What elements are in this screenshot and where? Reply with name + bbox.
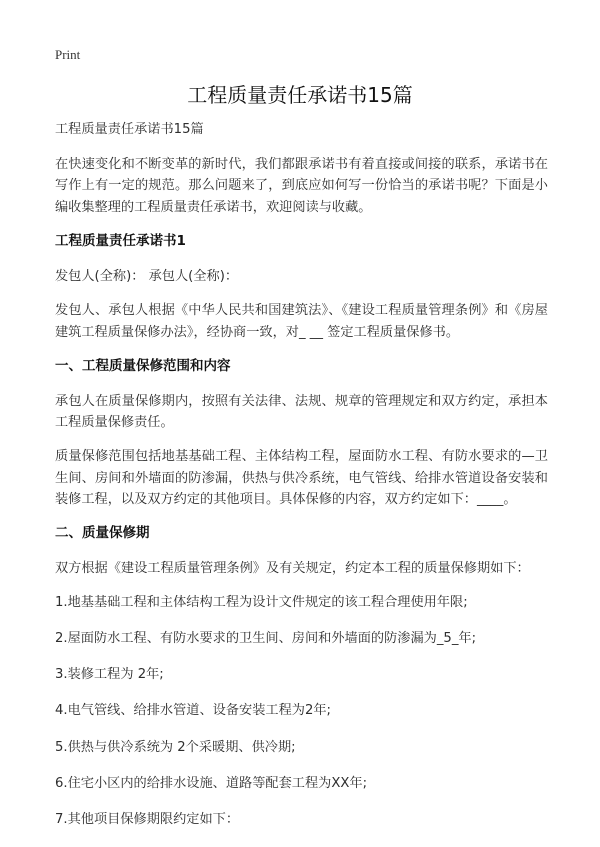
scope-paragraph-1: 承包人在质量保修期内，按照有关法律、法规、规章的管理规定和双方约定，承担本工程质量保修责任。 <box>55 393 548 430</box>
document-body <box>55 119 548 847</box>
section-heading-1: 工程质量责任承诺书1 <box>55 232 186 249</box>
agreement-paragraph: 发包人、承包人根据《中华人民共和国建筑法》、《建设工程质量管理条例》和《房屋建筑工程质量保修办法》，经协商一致，对_ __ 签定工程质量保修书。 <box>55 303 548 340</box>
list-item: 3.装修工程为 2年; <box>55 667 164 683</box>
scope-paragraph-2: 质量保修范围包括地基基础工程、主体结构工程，屋面防水工程、有防水要求的—卫生间、房间和外墙面的防渗漏，供热与供冷系统，电气管线、给排水管道设备安装和装修工程，以及双方约定的其他项目。具体保修的内容，双方约定如下：____。 <box>55 449 548 507</box>
intro-paragraph: 在快速变化和不断变革的新时代，我们都跟承诺书有着直接或间接的联系，承诺书在写作上有一定的规范。那么问题来了，到底应如何写一份恰当的承诺书呢？下面是小编收集整理的工程质量责任承诺书，欢迎阅读与收藏。 <box>55 156 548 215</box>
subtitle-line: 工程质量责任承诺书15篇 <box>55 122 204 137</box>
heading-warranty-period: 二、质量保修期 <box>55 525 150 541</box>
heading-warranty-scope: 一、工程质量保修范围和内容 <box>55 357 231 374</box>
list-item: 7.其他项目保修期限约定如下： <box>55 812 240 828</box>
print-label[interactable]: Print <box>55 47 81 62</box>
list-item: 2.屋面防水工程、有防水要求的卫生间、房间和外墙面的防渗漏为_5_年; <box>55 630 477 646</box>
parties-line: 发包人(全称)： 承包人(全称)： <box>55 268 239 284</box>
list-item: 5.供热与供冷系统为 2个采暖期、供冷期; <box>55 739 296 755</box>
list-item: 1.地基基础工程和主体结构工程为设计文件规定的该工程合理使用年限; <box>55 594 468 610</box>
list-item: 4.电气管线、给排水管道、设备安装工程为2年; <box>55 703 331 719</box>
list-item: 6.住宅小区内的给排水设施、道路等配套工程为XX年; <box>55 775 368 791</box>
period-intro: 双方根据《建设工程质量管理条例》及有关规定，约定本工程的质量保修期如下： <box>55 561 530 576</box>
document-title: 工程质量责任承诺书15篇 <box>187 83 413 107</box>
